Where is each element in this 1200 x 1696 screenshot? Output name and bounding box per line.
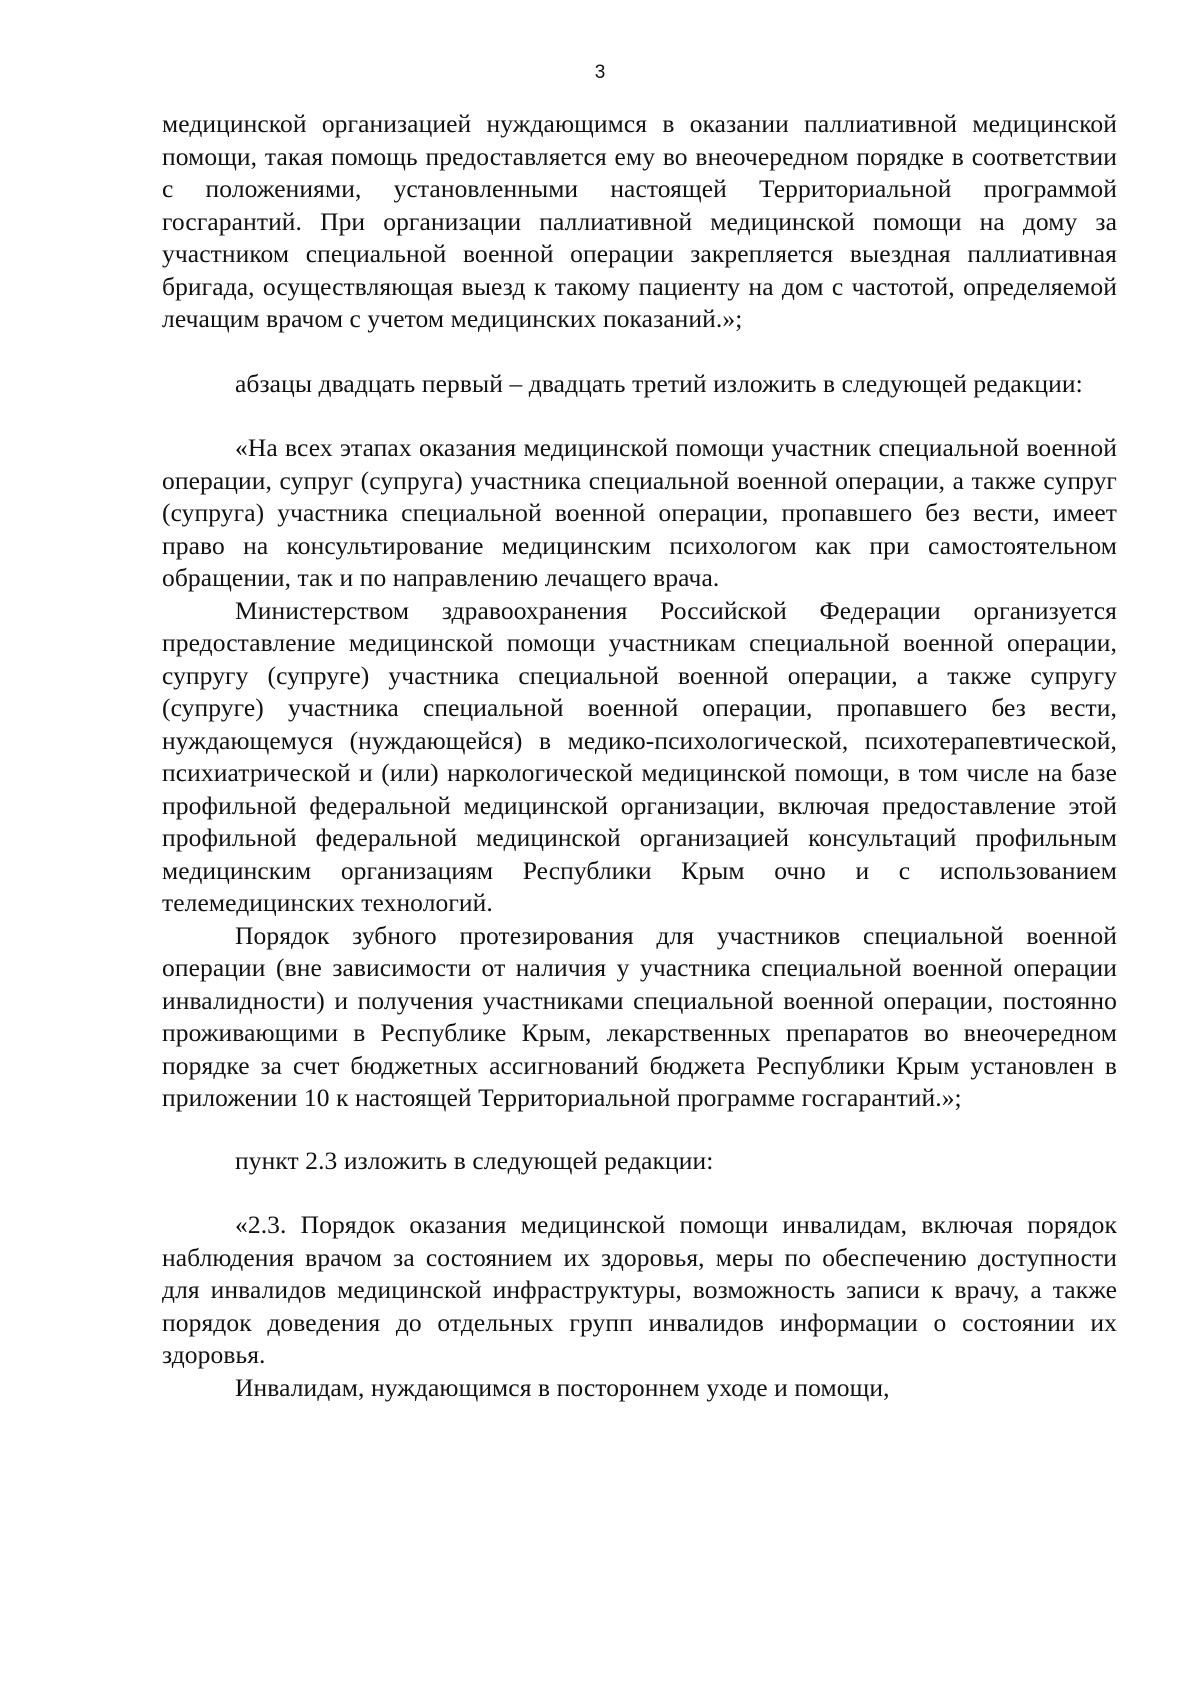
paragraph-ministry-assistance: Министерством здравоохранения Российской Федерации организуется предоставление медицинской помощи участникам специальной военной операции, супругу (супруге) участника специальной военной операции, а также супругу (супруге) участника специальной военной операции, пропавшего без вести, нуждающемуся (нуждающейся) в медико-психологической, психотерапевтической, психиатрической и (или) наркологической медицинской помощи, в том числе на базе профильной федеральной медицинской организации, включая предоставление этой профильной федеральной медицинской организацией консультаций профильным медицинским организациям Республики Крым очно и с использованием телемедицинских технологий.: [162, 595, 1117, 917]
paragraph-psychologist-consultation: «На всех этапах оказания медицинской помощи участник специальной военной операции, супруг (супруга) участника специальной военной операции, а также супруг (супруга) участника специальной военной операции, пропавшего без вести, имеет право на консультирование медицинским психологом как при самостоятельном обращении, так и по направлению лечащего врача.: [162, 433, 1117, 592]
paragraph-section-instruction: пункт 2.3 изложить в следующей редакции:: [235, 1145, 714, 1175]
paragraph-palliative-care: медицинской организацией нуждающимся в оказании паллиативной медицинской помощи, такая помощь предоставляется ему во внеочередном порядке в соответствии с положениями, установленными настоящей Территориальной программой госгарантий. При организации паллиативной медицинской помощи на дому за участником специальной военной операции закрепляется выездная паллиативная бригада, осуществляющая выезд к такому пациенту на дом с частотой, определяемой лечащим врачом с учетом медицинских показаний.»;: [162, 109, 1117, 333]
paragraph-dental-prosthetics: Порядок зубного протезирования для участников специальной военной операции (вне зависимости от наличия у участника специальной военной операции инвалидности) и получения участниками специальной военной операции, постоянно проживающими в Республике Крым, лекарственных препаратов во внеочередном порядке за счет бюджетных ассигнований бюджета Республики Крым установлен в приложении 10 к настоящей Территориальной программе госгарантий.»;: [162, 920, 1117, 1112]
document-body: [162, 108, 1117, 1404]
paragraph-disabled-care: Инвалидам, нуждающимся в постороннем уходе и помощи,: [235, 1372, 890, 1402]
paragraph-amendment-instruction: абзацы двадцать первый – двадцать третий изложить в следующей редакции:: [235, 368, 1083, 398]
paragraph-section-2-3: «2.3. Порядок оказания медицинской помощи инвалидам, включая порядок наблюдения врачом за состоянием их здоровья, меры по обеспечению доступности для инвалидов медицинской инфраструктуры, возможность записи к врачу, а также порядок доведения до отдельных групп инвалидов информации о состоянии их здоровья.: [162, 1210, 1117, 1369]
page-number: 3: [594, 62, 606, 83]
